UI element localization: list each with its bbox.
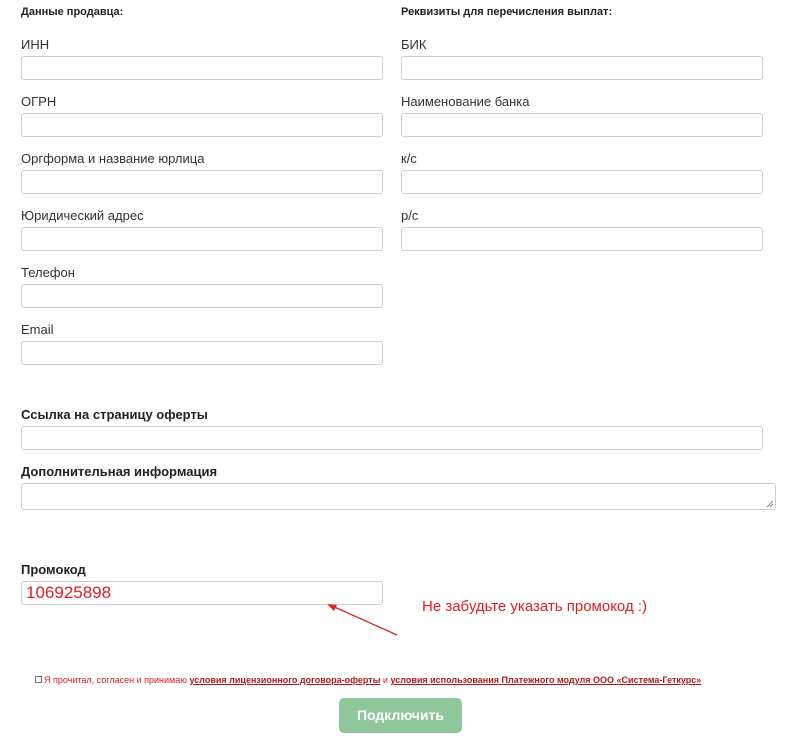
legal-address-input[interactable]	[21, 227, 383, 251]
agreement-text-start: Я прочитал, согласен и принимаю	[44, 675, 190, 685]
agreement-text-mid: и	[380, 675, 391, 685]
promo-label: Промокод	[21, 562, 86, 577]
bik-input[interactable]	[401, 56, 763, 80]
bik-label: БИК	[401, 37, 427, 52]
org-name-input[interactable]	[21, 170, 383, 194]
agreement-text	[44, 675, 701, 685]
agreement-checkbox[interactable]	[35, 676, 42, 683]
email-label: Email	[21, 322, 54, 337]
bank-name-label: Наименование банка	[401, 94, 530, 109]
offer-link-label: Ссылка на страницу оферты	[21, 407, 208, 422]
phone-input[interactable]	[21, 284, 383, 308]
inn-input[interactable]	[21, 56, 383, 80]
legal-address-label: Юридический адрес	[21, 208, 144, 223]
promo-annotation: Не забудьте указать промокод :)	[422, 598, 648, 615]
payment-module-terms-link[interactable]: условия использования Платежного модуля ООО «Система-Геткурс»	[390, 675, 702, 685]
org-name-label: Оргформа и название юрлица	[21, 151, 205, 166]
extra-info-textarea[interactable]	[21, 483, 776, 510]
extra-info-label: Дополнительная информация	[21, 464, 218, 479]
corr-account-label: к/с	[401, 151, 417, 166]
settlement-account-label: р/с	[401, 208, 419, 223]
seller-section-title: Данные продавца:	[21, 6, 124, 18]
resize-grip-icon[interactable]	[766, 500, 774, 508]
annotation-arrow-icon	[320, 595, 405, 640]
license-offer-link[interactable]: условия лицензионного договора-оферты	[189, 675, 381, 685]
phone-label: Телефон	[21, 265, 75, 280]
bank-name-input[interactable]	[401, 113, 763, 137]
ogrn-label: ОГРН	[21, 94, 57, 109]
inn-label: ИНН	[21, 37, 50, 52]
ogrn-input[interactable]	[21, 113, 383, 137]
settlement-account-input[interactable]	[401, 227, 763, 251]
offer-link-input[interactable]	[21, 426, 763, 450]
payout-section-title: Реквизиты для перечисления выплат:	[401, 6, 613, 18]
connect-button[interactable]: Подключить	[339, 698, 462, 733]
email-input[interactable]	[21, 341, 383, 365]
corr-account-input[interactable]	[401, 170, 763, 194]
